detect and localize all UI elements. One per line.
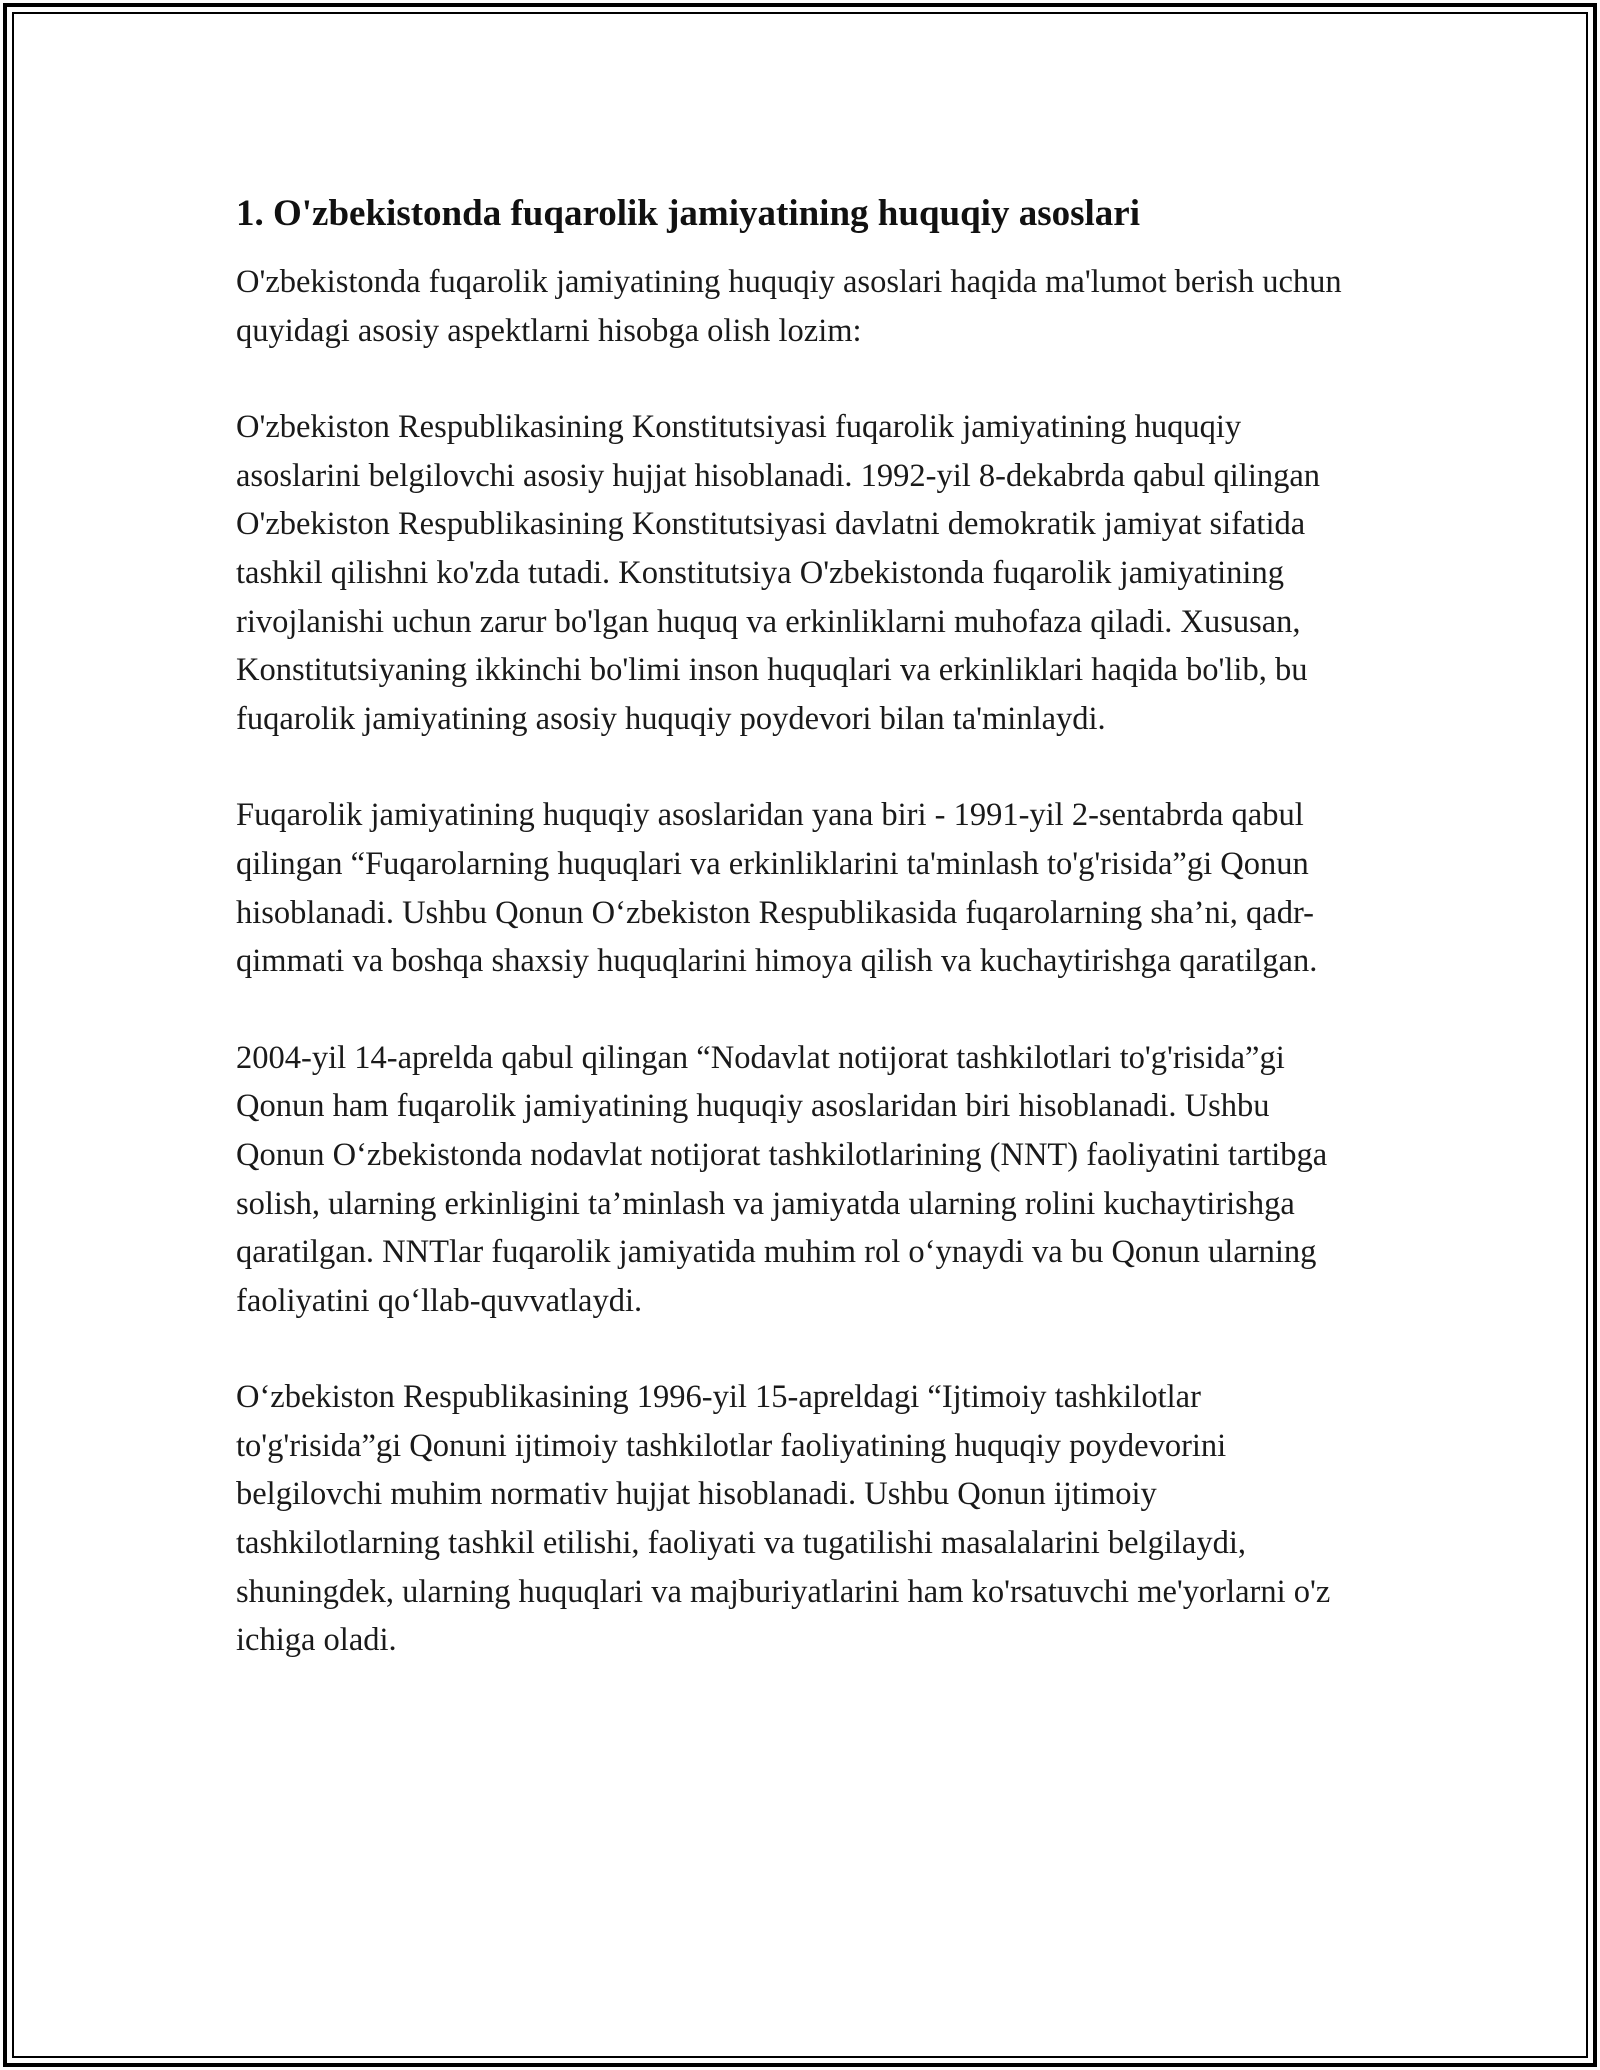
paragraph-ngo-law: 2004-yil 14-aprelda qabul qilingan “Nodavlat notijorat tashkilotlari to'g'risida”gi Qonun ham fuqarolik jamiyatining huquqiy asoslaridan biri hisoblanadi. Ushbu Qonun O‘zbekistonda nodavlat notijorat tashkilotlarining (NNT) faoliyatini tartibga solish, ularning erkinligini ta’minlash va jamiyatda ularning rolini kuchaytirishga qaratilgan. NNTlar fuqarolik jamiyatida muhim rol o‘ynaydi va bu Qonun ularning faoliyatini qo‘llab-quvvatlaydi. [236, 1039, 1328, 1319]
paragraph-constitution: O'zbekiston Respublikasining Konstitutsiyasi fuqarolik jamiyatining huquqiy asoslarini belgilovchi asosiy hujjat hisoblanadi. 1992-yil 8-dekabrda qabul qilingan O'zbekiston Respublikasining Konstitutsiyasi davlatni demokratik jamiyat sifatida tashkil qilishni ko'zda tutadi. Konstitutsiya O'zbekistonda fuqarolik jamiyatining rivojlanishi uchun zarur bo'lgan huquq va erkinliklarni muhofaza qiladi. Xususan, Konstitutsiyaning ikkinchi bo'limi inson huquqlari va erkinliklari haqida bo'lib, bu fuqarolik jamiyatining asosiy huquqiy poydevori bilan ta'minlaydi. [236, 409, 1321, 737]
paragraph-public-organizations-law: O‘zbekiston Respublikasining 1996-yil 15-apreldagi “Ijtimoiy tashkilotlar to'g'risida”gi Qonuni ijtimoiy tashkilotlar faoliyatining huquqiy poydevorini belgilovchi muhim normativ hujjat hisoblanadi. Ushbu Qonun ijtimoiy tashkilotlarning tashkil etilishi, faoliyati va tugatilishi masalalarini belgilaydi, shuningdek, ularning huquqlari va majburiyatlarini ham ko'rsatuvchi me'yorlarni o'z ichiga oladi. [236, 1379, 1331, 1659]
document-body [236, 186, 1366, 1713]
section-heading: 1. O'zbekistonda fuqarolik jamiyatining huquqiy asoslari [236, 193, 1140, 234]
paragraph-citizens-rights-law: Fuqarolik jamiyatining huquqiy asoslaridan yana biri - 1991-yil 2-sentabrda qabul qilingan “Fuqarolarning huquqlari va erkinliklarini ta'minlash to'g'risida”gi Qonun hisoblanadi. Ushbu Qonun O‘zbekiston Respublikasida fuqarolarning sha’ni, qadr-qimmati va boshqa shaxsiy huquqlarini himoya qilish va kuchaytirishga qaratilgan. [236, 797, 1318, 980]
paragraph-intro: O'zbekistonda fuqarolik jamiyatining huquqiy asoslari haqida ma'lumot berish uchun quyidagi asosiy aspektlarni hisobga olish lozim: [236, 264, 1342, 349]
